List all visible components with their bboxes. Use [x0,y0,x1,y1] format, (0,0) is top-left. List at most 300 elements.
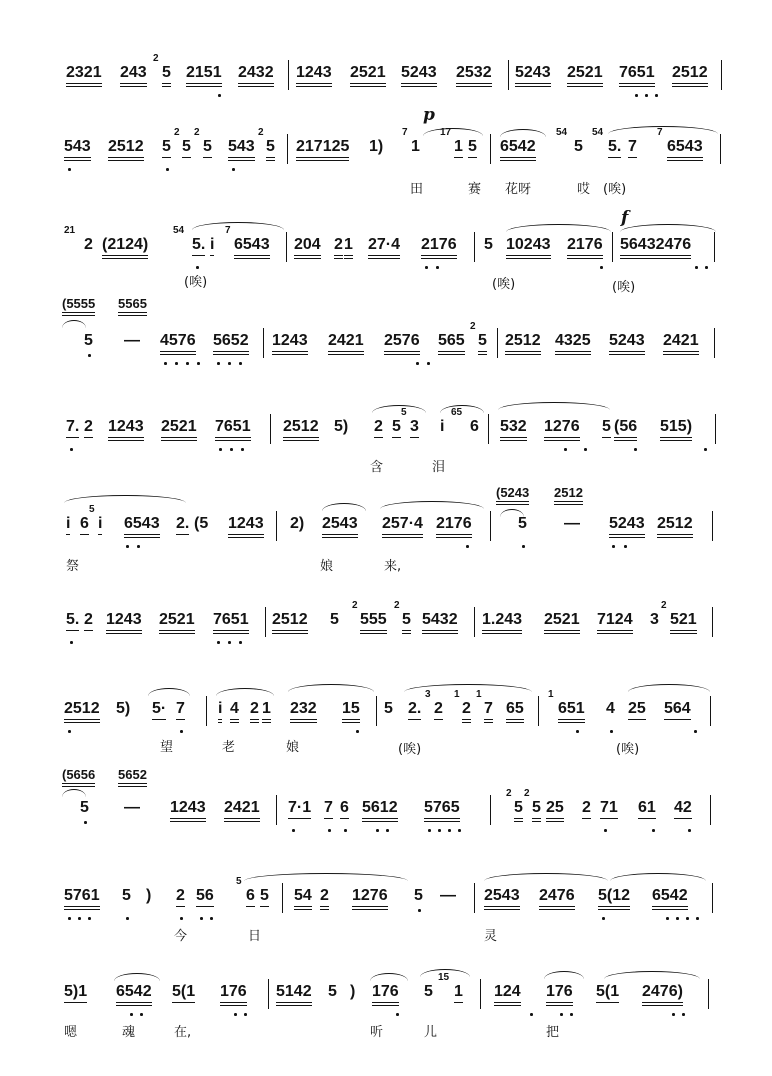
note: 5 [402,611,411,634]
lyric: 花呀 [505,182,532,197]
note-group: 543 [228,138,255,161]
note-group: 6543 [234,236,270,259]
lyric: (唉) [184,275,208,290]
note-group: 6543 [124,515,160,538]
note: 2 [320,887,329,910]
note-group: 5243 [609,515,645,538]
grace-note: 54 [592,127,604,138]
note-group: 42 [674,799,692,819]
lyric: 娘 [286,740,300,755]
octave-dot [88,917,91,920]
octave-dot [200,917,203,920]
note-group: 543 [64,138,91,161]
slur [288,684,374,692]
octave-dot [241,448,244,451]
bar-line [714,328,715,358]
octave-dot [180,730,183,733]
slur [604,971,700,979]
note-group: 2521 [161,418,197,441]
note: 7·1 [288,799,311,819]
octave-dot [164,362,167,365]
bar-line [474,607,475,637]
octave-dot [602,917,605,920]
note: 5 [122,887,131,904]
bar-line [490,795,491,825]
octave-dot [137,545,140,548]
bar-line [612,232,613,262]
note-group-upper: 5652 [118,767,147,787]
note-group: 2512 [272,611,308,634]
note: 5 [602,418,611,438]
slur [620,224,716,232]
lyric: (唉) [616,742,640,757]
note: 2 [84,611,93,631]
grace-note: 2 [470,321,476,332]
octave-dot [166,168,169,171]
note: 5) [334,418,349,435]
octave-dot [344,829,347,832]
octave-dot [218,94,221,97]
note: 5 [328,983,337,1000]
note: 2 [582,799,591,819]
note: 5 [468,138,477,158]
note: 1 [411,138,420,155]
note: 7. [66,418,79,438]
note-group: 1276 [544,418,580,441]
note: 5 [384,700,393,717]
octave-dot [396,1013,399,1016]
note: i [440,418,445,435]
slur [380,501,484,509]
bar-line [708,979,709,1009]
octave-dot [634,448,637,451]
bar-line [276,795,277,825]
note: 25 [628,700,646,720]
bar-line [488,414,489,444]
note-group: 176 [220,983,247,1006]
note-group: 4325 [555,332,591,355]
slur [440,405,484,413]
note: 2 [84,236,93,253]
slur [423,128,483,136]
note-group: 5(1 [596,983,619,1003]
grace-note: 5 [401,407,407,418]
octave-dot [130,1013,133,1016]
note: 5 [518,515,527,532]
note: 2 [250,700,259,723]
grace-note: 17 [440,127,452,138]
slur [62,789,86,797]
lyric: (唉) [612,280,636,295]
note: 2 [434,700,443,720]
octave-dot [376,829,379,832]
bar-line [288,60,289,90]
note: 5 [80,799,89,816]
octave-dot [230,448,233,451]
note-group: 2512 [283,418,319,441]
lyric: 含 [370,460,384,475]
note-group: 5243 [609,332,645,355]
octave-dot [695,266,698,269]
bar-line [206,696,207,726]
note: 7 [484,700,493,723]
octave-dot [522,545,525,548]
octave-dot [612,545,615,548]
bar-line [490,511,491,541]
note-group-upper: 2512 [554,485,583,505]
lyric: 泪 [432,460,446,475]
note-group: (56 [614,418,637,441]
octave-dot [210,917,213,920]
grace-note: 1 [548,689,554,700]
lyric: (唉) [603,182,627,197]
octave-dot [427,362,430,365]
grace-note: 15 [438,972,450,983]
octave-dot [458,829,461,832]
slur [114,973,160,981]
note-group: (2124) [102,236,148,259]
note-group: 5 [266,138,275,161]
slur [148,688,190,696]
octave-dot [232,168,235,171]
bar-line [714,232,715,262]
note: 5 [392,418,401,438]
note: (5 [194,515,209,532]
grace-note: 2 [153,53,159,64]
lyric: 日 [248,929,262,944]
note-group: 2521 [159,611,195,634]
note-group: 1243 [228,515,264,538]
grace-note: 7 [657,127,663,138]
note-group: 2512 [64,700,100,723]
octave-dot [196,266,199,269]
note: 2. [176,515,189,535]
bar-line [712,607,713,637]
note-group: 5142 [276,983,312,1006]
note-group: 2521 [544,611,580,634]
note-group: 2176 [567,236,603,259]
bar-line [263,328,264,358]
note: 2 [462,700,471,723]
bar-line [538,696,539,726]
note: 5 [478,332,487,355]
octave-dot [416,362,419,365]
note-group: 7651 [215,418,251,441]
grace-note: 2 [174,127,180,138]
note-group: 1243 [108,418,144,441]
octave-dot [84,821,87,824]
bar-line [721,60,722,90]
bar-line [490,134,491,164]
octave-dot [88,354,91,357]
grace-note: 2 [524,788,530,799]
note: 6 [340,799,349,819]
note-group: 5652 [213,332,249,355]
lyric: (唉) [398,742,422,757]
note-group: 2176 [421,236,457,259]
lyric: 老 [222,740,236,755]
bar-line [276,511,277,541]
sustain-dash: — [124,332,140,349]
note: 2) [290,515,305,532]
note-group: 5432 [422,611,458,634]
note: 7 [324,799,333,819]
bar-line [497,328,498,358]
note-group: 1276 [352,887,388,910]
grace-note: 65 [451,407,463,418]
bar-line [474,883,475,913]
note: i [98,515,102,535]
note-group: 2512 [108,138,144,161]
slur [216,688,274,696]
note: 5 [260,887,269,907]
octave-dot [635,94,638,97]
grace-note: 2 [394,600,400,611]
note-group: 2421 [224,799,260,822]
note-group: 532 [500,418,527,441]
note-group: 1243 [106,611,142,634]
note-group: 2421 [328,332,364,355]
lyric: 儿 [424,1025,438,1040]
octave-dot [682,1013,685,1016]
octave-dot [666,917,669,920]
slur [244,873,408,881]
octave-dot [234,1013,237,1016]
bar-line [710,696,711,726]
note-group-upper: (5243 [496,485,529,505]
octave-dot [624,545,627,548]
octave-dot [610,730,613,733]
slur [498,402,610,410]
octave-dot [688,829,691,832]
note-group: 25 [546,799,564,822]
note-group: 5612 [362,799,398,822]
note-group: 217125 [296,138,349,161]
note-group: 257·4 [382,515,423,538]
grace-note: 3 [425,689,431,700]
slur [484,873,608,881]
note-group: 521 [670,611,697,634]
note: 5 [532,799,541,822]
octave-dot [645,94,648,97]
note: 2. [408,700,421,720]
note-group: 2151 [186,64,222,87]
note-group: 56 [196,887,214,907]
octave-dot [438,829,441,832]
lyric: (唉) [492,277,516,292]
note-group: 1243 [272,332,308,355]
octave-dot [696,917,699,920]
octave-dot [68,917,71,920]
note-group: 2521 [567,64,603,87]
bar-line [715,414,716,444]
octave-dot [576,730,579,733]
grace-note: 5 [89,504,95,515]
note-group: 2576 [384,332,420,355]
note: 1 [344,236,353,259]
note: i [210,236,214,256]
note: 3 [410,418,419,438]
octave-dot [686,917,689,920]
note: 1 [454,983,463,1003]
rest-mark: ) [350,983,356,1000]
slur [192,222,284,230]
note-group: 6542 [116,983,152,1006]
bar-line [268,979,269,1009]
note-group: 2176 [436,515,472,538]
octave-dot [126,545,129,548]
grace-note: 1 [476,689,482,700]
octave-dot [600,266,603,269]
note-group: 1243 [296,64,332,87]
octave-dot [386,829,389,832]
octave-dot [672,1013,675,1016]
note-group: 2512 [672,64,708,87]
note-group: 4576 [160,332,196,355]
bar-line [720,134,721,164]
note-group: 515) [660,418,692,441]
grace-note: 2 [352,600,358,611]
note: 2 [374,418,383,438]
note: 5 [484,236,493,253]
note-group: 2512 [657,515,693,538]
octave-dot [140,1013,143,1016]
note: 6 [246,887,255,907]
octave-dot [78,917,81,920]
octave-dot [704,448,707,451]
note: 7 [628,138,637,158]
lyric: 在, [174,1025,192,1040]
slur [608,126,718,134]
note-group: 204 [294,236,321,259]
octave-dot [70,448,73,451]
lyric: 望 [160,740,174,755]
note-group: 651 [558,700,585,723]
dynamic-mark: p [423,105,435,125]
sustain-dash: — [124,799,140,816]
note: 5. [608,138,621,158]
lyric: 听 [370,1025,384,1040]
octave-dot [228,362,231,365]
octave-dot [68,168,71,171]
slur [404,684,532,692]
octave-dot [219,448,222,451]
octave-dot [428,829,431,832]
bar-line [265,607,266,637]
octave-dot [292,829,295,832]
lyric: 今 [174,929,188,944]
octave-dot [418,909,421,912]
bar-line [376,696,377,726]
slur [544,971,584,979]
grace-note: 21 [64,225,76,236]
grace-note: 2 [258,127,264,138]
sustain-dash: — [440,887,456,904]
lyric: 来, [384,559,402,574]
octave-dot [239,641,242,644]
note: 5 [182,138,191,158]
bar-line [287,134,288,164]
note: 5. [66,611,79,631]
octave-dot [564,448,567,451]
bar-line [712,511,713,541]
note-group: 1243 [170,799,206,822]
note-group: 5243 [401,64,437,87]
note-group: 2421 [663,332,699,355]
note: 5· [152,700,166,720]
note: 1 [454,138,463,158]
note: 5 [203,138,212,158]
note-group-upper: 5565 [118,296,147,316]
octave-dot [126,917,129,920]
note: 5 [574,138,583,155]
slur [500,509,524,517]
note-group: 5)1 [64,983,87,1003]
note-group: 6543 [667,138,703,161]
note-group: 61 [638,799,656,819]
slur [628,684,710,692]
bar-line [710,795,711,825]
note-group: 2432 [238,64,274,87]
bar-line [270,414,271,444]
note: 5. [192,236,205,256]
note-group: 2476) [642,983,683,1006]
octave-dot [239,362,242,365]
grace-note: 2 [661,600,667,611]
rest-mark: 1) [369,138,384,155]
octave-dot [356,730,359,733]
note: 1 [262,700,271,723]
note-group: 1.243 [482,611,522,634]
grace-note: 2 [194,127,200,138]
note-group: 2321 [66,64,102,87]
grace-note: 1 [454,689,460,700]
note: 2 [176,887,185,907]
note-group: 7124 [597,611,633,634]
note-group: 56432476 [620,236,691,259]
note: 5 [424,983,433,1000]
note-group: 65 [506,700,524,723]
octave-dot [436,266,439,269]
octave-dot [217,362,220,365]
lyric: 田 [410,182,424,197]
octave-dot [530,1013,533,1016]
bar-line [480,979,481,1009]
note-group: 5(1 [172,983,195,1003]
slur [420,969,470,977]
octave-dot [676,917,679,920]
bar-line [286,232,287,262]
note: 5 [414,887,423,904]
lyric: 祭 [66,559,80,574]
note: i [218,700,222,723]
note: 4 [230,700,239,723]
octave-dot [228,641,231,644]
note-group: 5761 [64,887,100,910]
octave-dot [175,362,178,365]
octave-dot [217,641,220,644]
note-group: 124 [494,983,521,1006]
lyric: 嗯 [64,1025,78,1040]
note: 6 [80,515,89,535]
octave-dot [244,1013,247,1016]
note-group: 232 [290,700,317,723]
note-group: 15 [342,700,360,723]
grace-note: 2 [506,788,512,799]
grace-note: 7 [402,127,408,138]
octave-dot [655,94,658,97]
note-group: 243 [120,64,147,87]
